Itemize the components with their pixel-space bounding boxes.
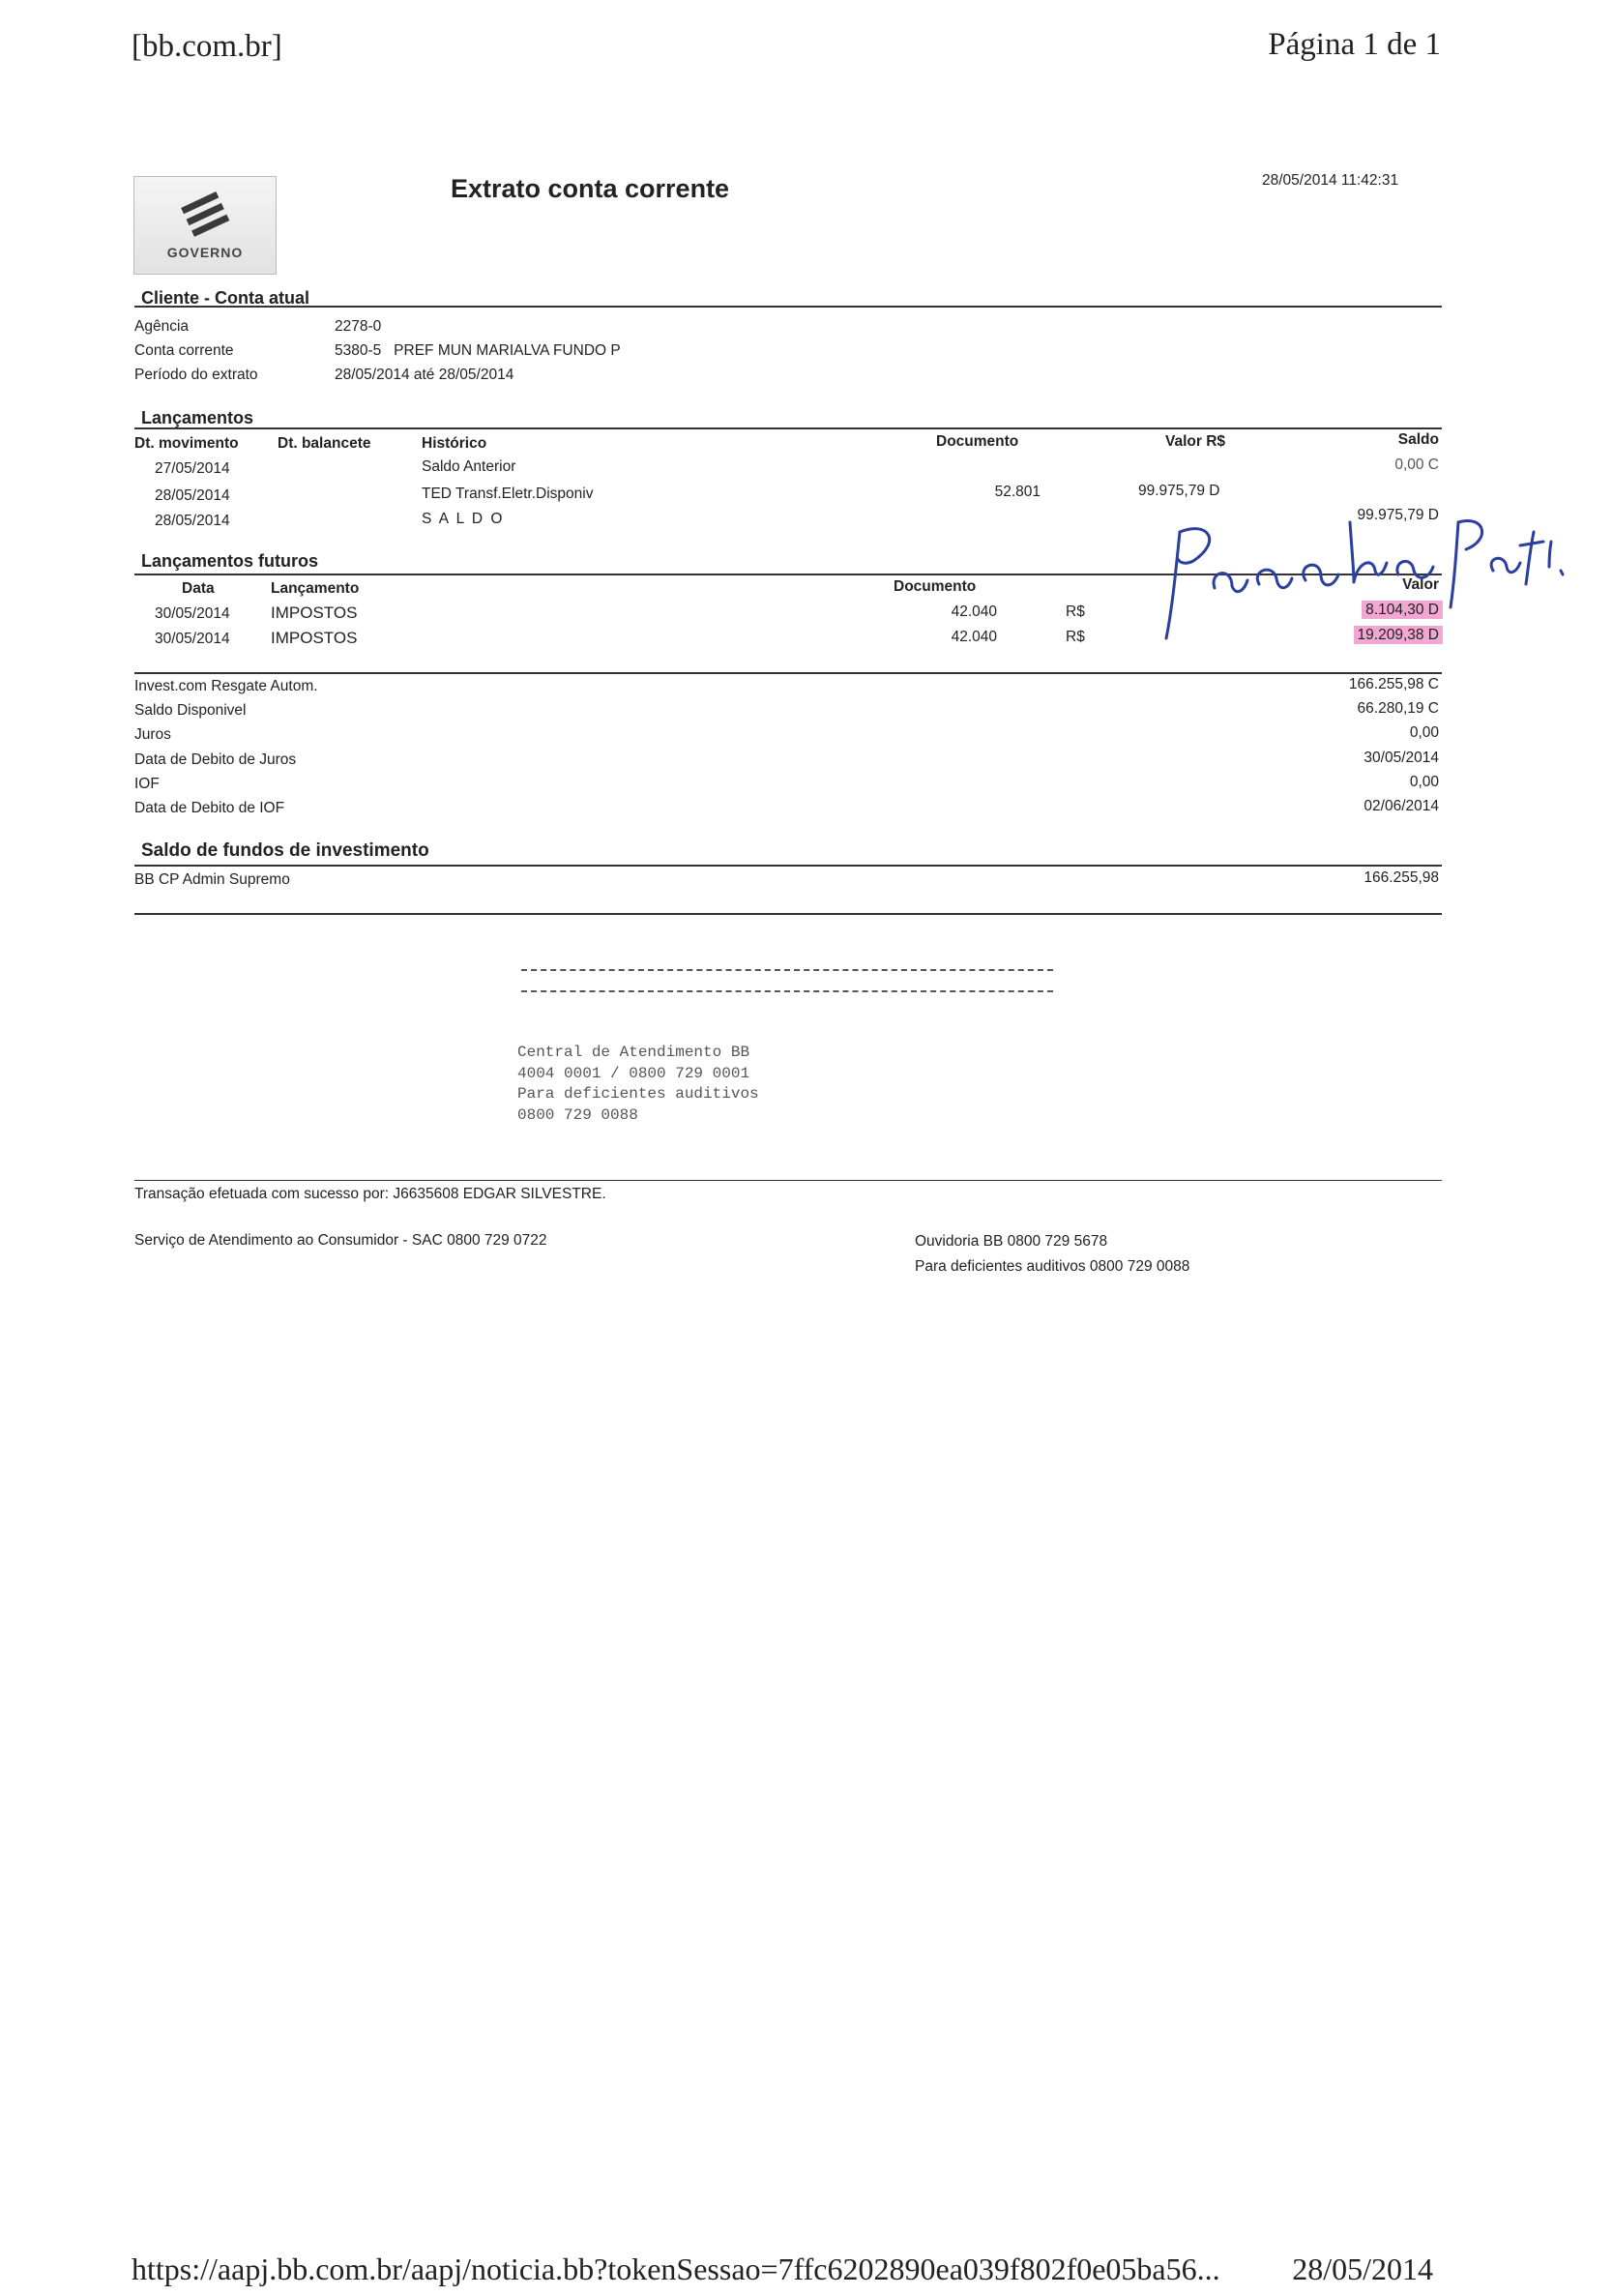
- client-value-conta: 5380-5 PREF MUN MARIALVA FUNDO P: [335, 342, 621, 359]
- col-header-dt-movimento: Dt. movimento: [134, 435, 239, 452]
- client-value-agencia: 2278-0: [335, 318, 382, 335]
- table-row-moeda: R$: [1066, 629, 1085, 645]
- dashed-divider: [521, 969, 1053, 971]
- col-header-valor: Valor R$: [1165, 433, 1226, 450]
- summary-value: 02/06/2014: [1364, 798, 1439, 814]
- divider: [134, 672, 1442, 674]
- table-row-documento: 42.040: [951, 629, 997, 645]
- print-page-number: Página 1 de 1: [1268, 27, 1441, 62]
- table-row-saldo: 99.975,79 D: [1357, 507, 1439, 523]
- table-row-dt-movimento: 28/05/2014: [155, 487, 230, 504]
- fundos-section-title: Saldo de fundos de investimento: [141, 840, 429, 861]
- table-row-historico: Saldo Anterior: [422, 458, 516, 475]
- bb-logo-icon: [134, 177, 276, 247]
- table-row-data: 30/05/2014: [155, 631, 230, 647]
- table-row-historico: S A L D O: [422, 511, 505, 527]
- col-header-lancamento: Lançamento: [271, 580, 360, 597]
- lancamentos-section-title: Lançamentos: [141, 408, 254, 427]
- central-line: Central de Atendimento BB: [517, 1044, 750, 1061]
- ouvidoria-text: Ouvidoria BB 0800 729 5678: [915, 1233, 1108, 1250]
- client-label-agencia: Agência: [134, 318, 190, 335]
- page-title: Extrato conta corrente: [451, 174, 730, 203]
- table-row-documento: 42.040: [951, 603, 997, 620]
- table-row-valor: 8.104,30 D: [1362, 601, 1443, 619]
- logo-text: GOVERNO: [166, 245, 244, 260]
- col-header-documento: Documento: [936, 433, 1019, 450]
- divider: [134, 1180, 1442, 1181]
- divider: [134, 427, 1442, 429]
- table-row-data: 30/05/2014: [155, 605, 230, 622]
- print-site: [bb.com.br]: [132, 29, 282, 64]
- central-line: 0800 729 0088: [517, 1105, 638, 1124]
- summary-label: Data de Debito de IOF: [134, 800, 285, 816]
- summary-label: Juros: [134, 726, 171, 743]
- bb-logo: [133, 176, 277, 275]
- summary-label: Data de Debito de Juros: [134, 751, 297, 768]
- client-section-title: Cliente - Conta atual: [141, 288, 310, 308]
- client-value-periodo: 28/05/2014 até 28/05/2014: [335, 367, 514, 383]
- table-row-moeda: R$: [1066, 603, 1085, 620]
- divider: [134, 865, 1442, 867]
- table-row-dt-movimento: 28/05/2014: [155, 513, 230, 529]
- col-header-data: Data: [182, 580, 215, 597]
- table-row-saldo: 0,00 C: [1394, 456, 1439, 473]
- summary-value: 0,00: [1409, 724, 1439, 741]
- table-row-valor: 19.209,38 D: [1354, 626, 1443, 644]
- summary-label: Saldo Disponivel: [134, 702, 247, 719]
- col-header-documento: Documento: [894, 578, 977, 595]
- summary-value: 66.280,19 C: [1357, 700, 1439, 717]
- central-line: 4004 0001 / 0800 729 0001: [517, 1064, 750, 1082]
- col-header-saldo: Saldo: [1397, 431, 1439, 448]
- summary-label: Invest.com Resgate Autom.: [134, 678, 318, 694]
- fundos-value: 166.255,98: [1364, 869, 1439, 886]
- table-row-documento: 52.801: [994, 484, 1041, 500]
- central-line: Para deficientes auditivos: [517, 1085, 759, 1103]
- print-url: https://aapj.bb.com.br/aapj/noticia.bb?tokenSessao=7ffc6202890ea039f802f0e05ba56...: [132, 2252, 1220, 2286]
- divider: [134, 913, 1442, 915]
- dashed-divider: [521, 990, 1053, 992]
- col-header-valor: Valor: [1402, 576, 1439, 593]
- client-label-conta: Conta corrente: [134, 342, 234, 359]
- summary-label: IOF: [134, 776, 160, 792]
- summary-value: 166.255,98 C: [1348, 676, 1439, 692]
- ouvidoria-deficientes-text: Para deficientes auditivos 0800 729 0088: [915, 1258, 1190, 1275]
- transacao-text: Transação efetuada com sucesso por: J6635608 EDGAR SILVESTRE.: [134, 1186, 606, 1202]
- print-date: 28/05/2014: [1292, 2252, 1433, 2286]
- handwritten-annotation: [1151, 503, 1576, 648]
- table-row-historico: TED Transf.Eletr.Disponiv: [422, 486, 594, 502]
- table-row-lancamento: IMPOSTOS: [271, 603, 358, 622]
- table-row-valor: 99.975,79 D: [1138, 483, 1220, 499]
- client-label-periodo: Período do extrato: [134, 367, 258, 383]
- summary-value: 0,00: [1409, 774, 1439, 790]
- central-atendimento: [517, 1043, 759, 1126]
- col-header-dt-balancete: Dt. balancete: [278, 435, 371, 452]
- divider: [134, 306, 1442, 308]
- timestamp: 28/05/2014 11:42:31: [1262, 172, 1399, 189]
- futuros-section-title: Lançamentos futuros: [141, 551, 319, 571]
- summary-value: 30/05/2014: [1364, 750, 1439, 766]
- col-header-historico: Histórico: [422, 435, 487, 452]
- fundos-label: BB CP Admin Supremo: [134, 871, 290, 888]
- sac-text: Serviço de Atendimento ao Consumidor - SAC 0800 729 0722: [134, 1232, 547, 1249]
- table-row-dt-movimento: 27/05/2014: [155, 460, 230, 477]
- table-row-lancamento: IMPOSTOS: [271, 629, 358, 647]
